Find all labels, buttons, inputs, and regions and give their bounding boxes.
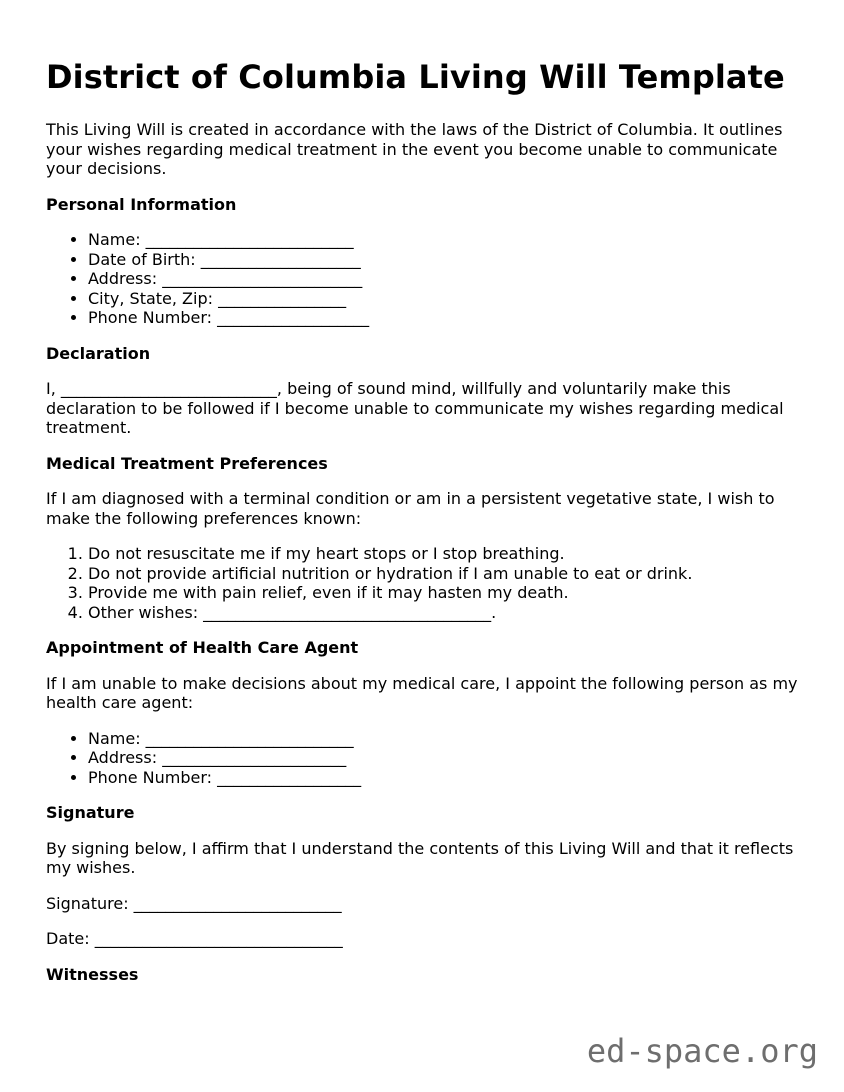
signature-line: Signature: __________________________: [46, 893, 342, 913]
document-page: [46, 58, 806, 1000]
date-line: Date: _______________________________: [46, 929, 343, 948]
preference-item: 3. Provide me with pain relief, even if it may hasten my death.: [88, 583, 806, 603]
personal-info-list: [46, 230, 806, 328]
medical-preferences-intro: If I am diagnosed with a terminal condition or am in a persistent vegetative state, I wish to make the following preferences known:: [46, 489, 775, 528]
personal-info-city-state-zip: • City, State, Zip: ________________: [88, 289, 806, 309]
signature-heading: Signature: [46, 803, 135, 822]
preference-item: 1. Do not resuscitate me if my heart stops or I stop breathing.: [88, 544, 806, 564]
signature-text: By signing below, I affirm that I understand the contents of this Living Will and that it reflects my wishes.: [46, 838, 794, 877]
intro-paragraph: This Living Will is created in accordance with the laws of the District of Columbia. It outlines your wishes regarding medical treatment in the event you become unable to communicate your decisions.: [46, 120, 783, 178]
personal-info-address: • Address: _________________________: [88, 269, 806, 289]
health-care-agent-heading: Appointment of Health Care Agent: [46, 638, 359, 657]
declaration-heading: Declaration: [46, 343, 151, 363]
document-title: District of Columbia Living Will Template: [46, 58, 785, 96]
witnesses-heading: Witnesses: [46, 964, 139, 984]
medical-preferences-heading: Medical Treatment Preferences: [46, 453, 328, 473]
personal-info-dob: • Date of Birth: ____________________: [88, 250, 806, 270]
agent-phone: • Phone Number: __________________: [88, 768, 806, 788]
preference-item: 2. Do not provide artificial nutrition or hydration if I am unable to eat or drink.: [88, 564, 806, 584]
personal-info-name: • Name: __________________________: [88, 230, 806, 250]
medical-preferences-list: [46, 544, 806, 622]
personal-info-heading: Personal Information: [46, 194, 237, 214]
declaration-text: I, ___________________________, being of sound mind, willfully and voluntarily make this declaration to be followed if I become unable to communicate my wishes regarding medical treatment.: [46, 379, 784, 437]
agent-address: • Address: _______________________: [88, 748, 806, 768]
personal-info-phone: • Phone Number: ___________________: [88, 308, 806, 328]
health-care-agent-intro: If I am unable to make decisions about my medical care, I appoint the following person as my health care agent:: [46, 673, 798, 712]
watermark: ed-space.org: [586, 1032, 818, 1070]
agent-name: • Name: __________________________: [88, 729, 806, 749]
health-care-agent-list: [46, 729, 806, 788]
preference-item: 4. Other wishes: ____________________________________.: [88, 603, 806, 623]
